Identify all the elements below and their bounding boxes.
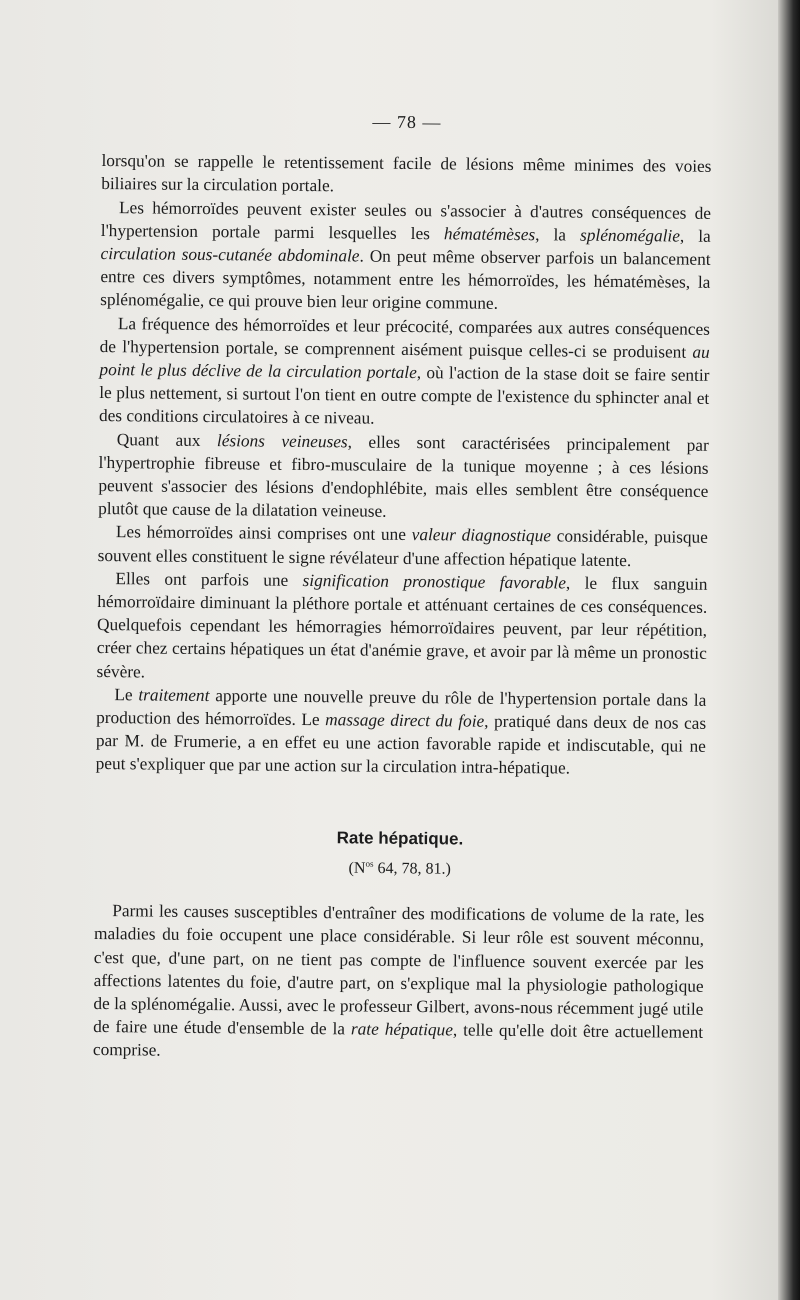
text-run: Le — [114, 685, 139, 705]
italic-phrase: rate hépatique — [350, 1019, 454, 1040]
text-run: , elles sont caractérisées principalement par l'hypertrophie fibreuse et fibro-musculaire de la tunique moyenne ; à ces lésions peuvent s'associer des lésions d'endophlébite, mais elles semblent être conséquence plutôt que cause de la dilatation veineuse. — [98, 432, 709, 521]
italic-phrase: lésions veineuses — [216, 430, 348, 452]
italic-phrase: valeur diagnostique — [411, 525, 552, 546]
section-reference: ($N^{os}$ 64, 78, 81.) — [348, 858, 451, 878]
text-run: Elles ont parfois une — [115, 569, 303, 590]
text-run: , la — [535, 224, 581, 245]
text-run: Parmi les causes susceptibles d'entraîner des modifications de volume de la rate, les maladies du foie occupent une place considérable. Si leur rôle est souvent méconnu, c'est que, d'une part, on ne tient pas compte de l'influence souvent exercée par les affections latentes du foie, d'autre part, on s'explique mal la physiologie pathologique de la splénomégalie. Aussi, avec le professeur Gilbert, avons-nous récemment jugé utile de faire une étude d'ensemble de la — [93, 901, 705, 1039]
text-run: , le flux sanguin hémorroïdaire diminuant la pléthore portale et atténuant certaines de ces conséquences. Quelquefois cependant les hémorragies hémorroïdaires peuvent, par leur répétition, créer chez certains hépatiques un état d'anémie grave, et avoir par là même un pronostic sévère. — [96, 573, 708, 682]
text-run: Quant aux — [116, 429, 218, 450]
paragraph — [96, 567, 707, 689]
text-run: considérable, puisque souvent elles constituent le signe révélateur d'une affection hépatique latente. — [97, 526, 708, 570]
italic-phrase: au point le plus déclive de la circulation portale — [99, 342, 710, 383]
italic-phrase: splénomégalie — [580, 225, 681, 246]
text-run: Les hémorroïdes ainsi comprises ont une — [115, 522, 412, 545]
paragraph — [93, 899, 705, 1067]
italic-phrase: hématémèses — [443, 224, 536, 244]
page-content — [93, 108, 712, 1067]
text-run: , telle qu'elle doit être actuellement comprise. — [92, 1020, 704, 1061]
body-text — [96, 149, 712, 781]
section-title: Rate hépatique. — [336, 827, 464, 849]
paragraph — [98, 428, 709, 527]
text-run: La fréquence des hémorroïdes et leur précocité, comparées aux autres conséquences de l'hypertension portale, se comprennent aisément puisque celles-ci se produisent — [99, 313, 710, 362]
paragraph — [99, 312, 710, 434]
text-run: lorsqu'on se rappelle le retentissement facile de lésions même minimes des voies biliaires sur la circulation portale. — [101, 151, 712, 196]
page-number: — 78 — — [372, 111, 442, 133]
paragraph — [101, 149, 711, 201]
page-edge-shadow — [778, 0, 800, 1300]
italic-phrase: massage direct du foie — [325, 710, 485, 731]
italic-phrase: traitement — [138, 685, 210, 705]
text-run: apporte une nouvelle preuve du rôle de l'hypertension portale dans la production des hémorroïdes. Le — [96, 685, 707, 730]
text-run: Les hémorroïdes peuvent exister seules ou s'associer à d'autres conséquences de l'hypertension portale parmi lesquelles les — [100, 197, 712, 244]
italic-phrase: signification pronostique favorable — [302, 570, 567, 593]
text-run: . On peut même observer parfois un balancement entre ces divers symptômes, notamment entre les hémorroïdes, les hématémèses, la splénomégalie, ce qui prouve bien leur origine commune. — [100, 246, 711, 314]
paragraph — [100, 196, 711, 318]
paragraph — [96, 683, 707, 782]
paragraph — [98, 520, 708, 572]
text-run: , où l'action de la stase doit se faire sentir le plus nettement, si surtout l'on tient en outre compte de l'existence du sphincter anal et des conditions circulatoires à ce niveau. — [98, 363, 710, 429]
text-run: , pratiqué dans deux de nos cas par M. de Frumerie, a en effet eu une action favorable rapide et indiscutable, qui ne peut s'expliquer que par une action sur la circulation intra-hépatique. — [95, 711, 707, 779]
section-text — [93, 899, 705, 1067]
italic-phrase: circulation sous-cutanée abdominale — [100, 244, 360, 266]
text-run: , la — [679, 226, 711, 246]
